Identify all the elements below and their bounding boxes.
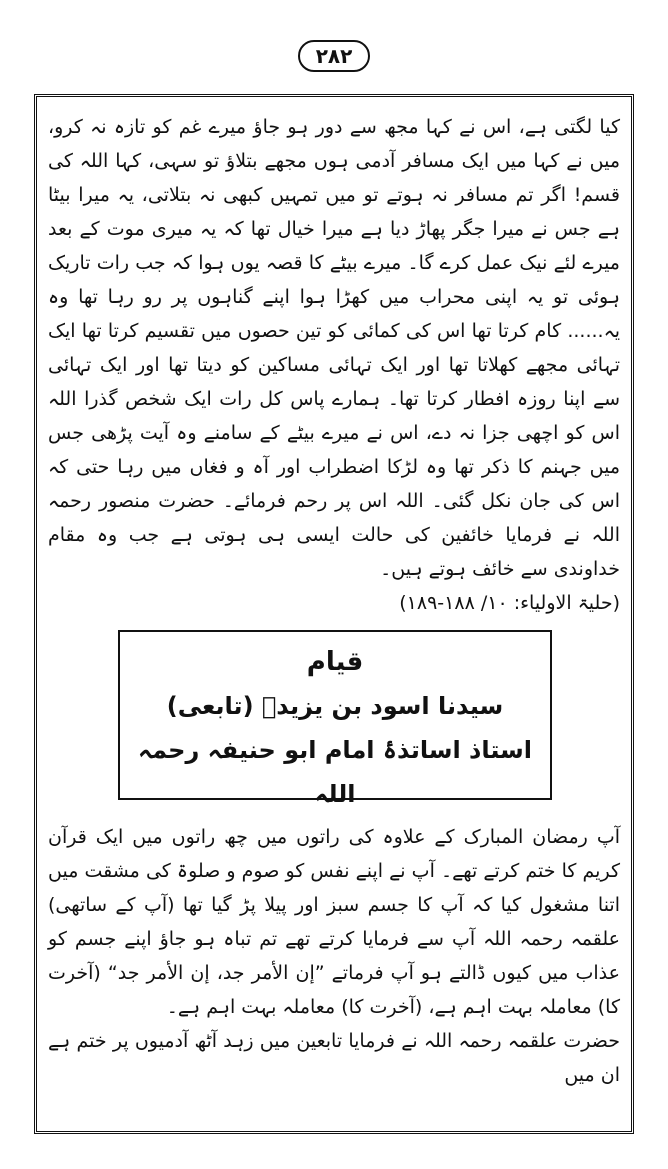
paragraph-text: آپ رمضان المبارک کے علاوہ کی راتوں میں چھ راتوں میں ایک قرآن کریم کا ختم کرتے تھے۔ آپ نے اپنے نفس کو صوم و صلوۃ کی مشقت میں اتنا مشغول کیا کہ آپ کا جسم سبز اور پیلا پڑ گیا تھا (آپ کے ساتھی) علقمہ رحمہ اللہ آپ سے فرمایا کرتے تھے تم تباہ ہو جاؤ اپنے جسم کو عذاب میں کیوں ڈالتے ہو آپ فرماتے ”إن الأمر جد، إن الأمر جد“ (آخرت کا) معاملہ بہت اہم ہے، (آخرت کا) معاملہ بہت اہم ہے۔ bbox=[48, 826, 620, 1018]
section-title: قیام bbox=[306, 647, 364, 677]
paragraph-text: کیا لگتی ہے، اس نے کہا مجھ سے دور ہو جاؤ میرے غم کو تازہ نہ کرو، میں نے کہا میں ایک مسافر آدمی ہوں مجھے بتلاؤ تو سہی، کہا اللہ کی قسم! اگر تم مسافر نہ ہوتے تو میں تمہیں کبھی نہ بتلاتی، یہ میرا بیٹا ہے جس نے میرا جگر پھاڑ دیا ہے میرا خیال تھا کہ یہ میری موت کے بعد میرے لئے نیک عمل کرے گا۔ میرے بیٹے کا قصہ یوں ہوا کہ جب رات تاریک ہوئی تو یہ اپنی محراب میں کھڑا ہوا اپنے گناہوں پر رو رہا تھا وہ یہ...... کام کرتا تھا اس کی کمائی کو تین حصوں میں تقسیم کرتا تھا ایک تہائی مجھے کھلاتا تھا اور ایک تہائی مساکین کو دیتا تھا اور ایک تہائی سے اپنا روزہ افطار کرتا تھا۔ ہمارے پاس کل رات ایک شخص گذرا اللہ اس کو اچھی جزا نہ دے، اس نے میرے بیٹے کے سامنے وہ آیت پڑھی جس میں جہنم کا ذکر تھا وہ لڑکا اضطراب اور آہ و فغاں میں رہا حتی کہ اس کی جان نکل گئی۔ اللہ اس پر رحم فرمائے۔ حضرت منصور رحمہ اللہ نے فرمایا خائفین کی حالت ایسی ہی ہوتی ہے جب وہ مقام خداوندی سے خائف ہوتے ہیں۔ bbox=[48, 116, 620, 580]
page-number: ٢٨٢ bbox=[298, 40, 370, 72]
biography-paragraph bbox=[48, 820, 620, 1130]
section-description: استاذ اساتذۂ امام ابو حنیفہ رحمہ اللہ bbox=[138, 736, 532, 808]
reference-citation: (حلیۃ الاولیاء: ١٠/ ١٨٨-١٨٩) bbox=[399, 592, 620, 614]
story-paragraph bbox=[48, 110, 620, 614]
section-subtitle: سیدنا اسود بن یزیدؒ (تابعی) bbox=[166, 692, 504, 720]
paragraph-text: حضرت علقمہ رحمہ اللہ نے فرمایا تابعین میں زہد آٹھ آدمیوں پر ختم ہے ان میں bbox=[48, 1030, 620, 1086]
section-heading-box bbox=[118, 630, 552, 808]
